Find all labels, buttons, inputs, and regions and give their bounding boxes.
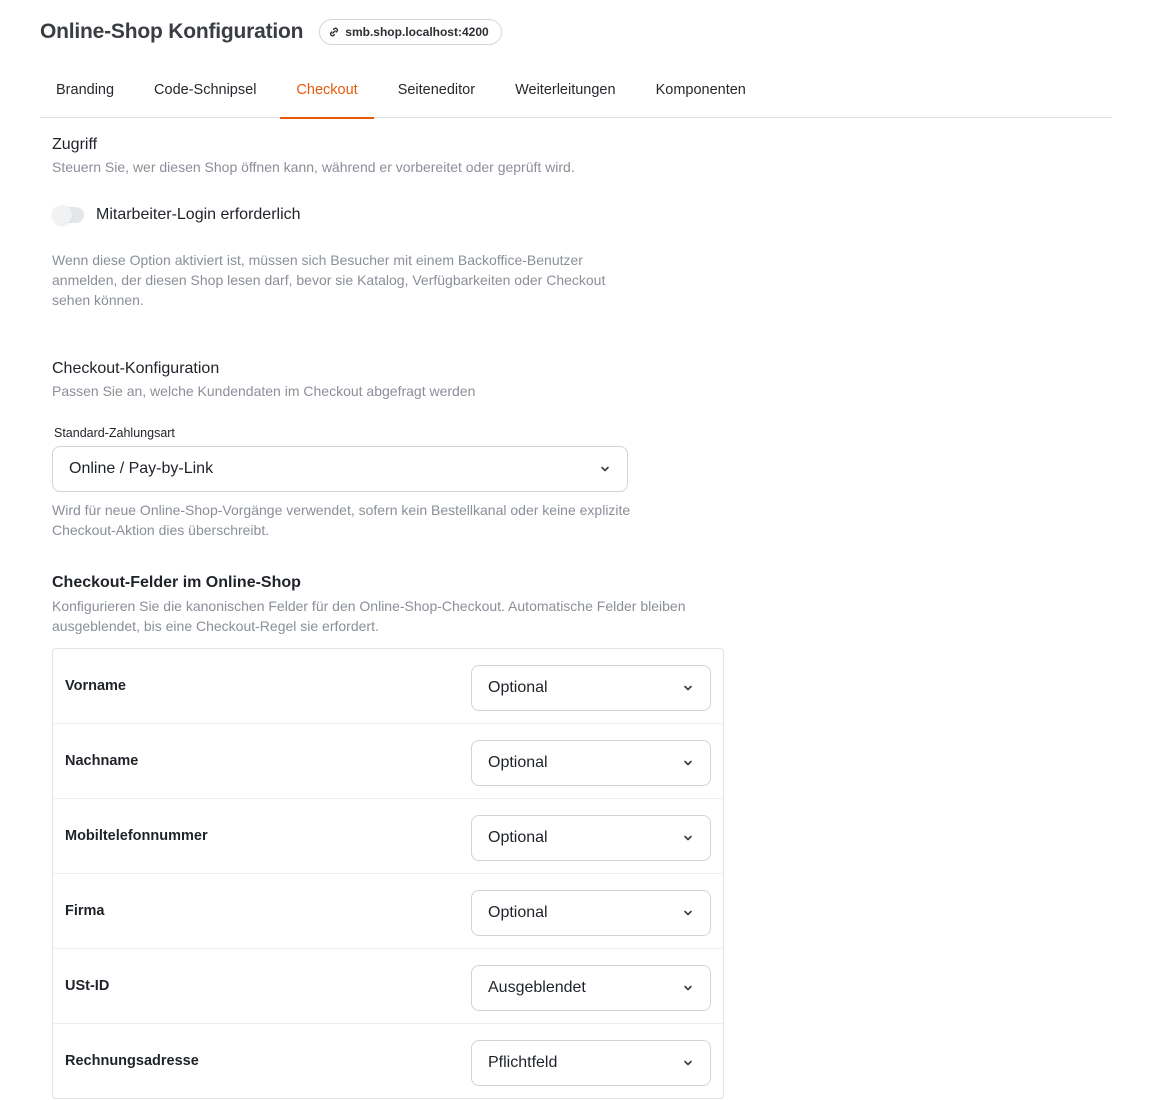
field-mode-select[interactable] bbox=[471, 815, 711, 861]
checkout-section-title: Checkout-Konfiguration bbox=[52, 360, 220, 377]
checkout-fields-subtitle: Konfigurieren Sie die kanonischen Felder für den Online-Shop-Checkout. Automatische Felder bleiben ausgeblendet, bis eine Checkout-Regel sie erfordert. bbox=[52, 598, 686, 634]
payment-method-value: Online / Pay-by-Link bbox=[69, 460, 214, 477]
link-icon bbox=[328, 26, 340, 38]
field-row-last-name bbox=[53, 724, 723, 799]
staff-login-help-text: Wenn diese Option aktiviert ist, müssen sich Besucher mit einem Backoffice-Benutzer anmelden, der diesen Shop lesen darf, bevor sie Katalog, Verfügbarkeiten oder Checkout sehen können. bbox=[52, 252, 606, 308]
tab-components[interactable]: Komponenten bbox=[655, 82, 746, 98]
page-header bbox=[40, 18, 502, 46]
field-mode-value: Optional bbox=[488, 754, 548, 771]
staff-login-toggle[interactable] bbox=[52, 207, 84, 223]
chevron-down-icon bbox=[682, 982, 694, 994]
field-row-mobile-phone bbox=[53, 799, 723, 874]
tab-code-snippets[interactable]: Code-Schnipsel bbox=[154, 82, 257, 98]
field-mode-value: Ausgeblendet bbox=[488, 979, 586, 996]
page-title: Online-Shop Konfiguration bbox=[40, 20, 304, 43]
toggle-knob bbox=[52, 205, 72, 225]
config-tabs bbox=[40, 62, 1112, 118]
field-mode-value: Optional bbox=[488, 679, 548, 696]
access-section-title: Zugriff bbox=[52, 136, 98, 153]
field-mode-select[interactable] bbox=[471, 740, 711, 786]
field-mode-select[interactable] bbox=[471, 965, 711, 1011]
chevron-down-icon bbox=[682, 907, 694, 919]
shop-url-chip[interactable] bbox=[319, 19, 501, 45]
access-section-subtitle: Steuern Sie, wer diesen Shop öffnen kann, während er vorbereitet oder geprüft wird. bbox=[52, 159, 575, 175]
field-row-billing-address bbox=[53, 1024, 723, 1099]
tab-redirects[interactable]: Weiterleitungen bbox=[515, 82, 616, 98]
field-mode-select[interactable] bbox=[471, 665, 711, 711]
field-mode-value: Optional bbox=[488, 904, 548, 921]
field-row-company bbox=[53, 874, 723, 949]
field-mode-select[interactable] bbox=[471, 890, 711, 936]
field-label: USt-ID bbox=[65, 978, 110, 994]
checkout-fields-table bbox=[52, 648, 724, 1099]
chevron-down-icon bbox=[599, 463, 611, 475]
tab-checkout[interactable]: Checkout bbox=[280, 62, 373, 118]
payment-method-select[interactable] bbox=[52, 446, 628, 492]
field-mode-value: Pflichtfeld bbox=[488, 1054, 558, 1071]
tab-branding[interactable]: Branding bbox=[56, 82, 115, 98]
tab-page-editor[interactable]: Seiteneditor bbox=[397, 82, 476, 98]
field-label: Vorname bbox=[65, 678, 126, 694]
field-row-first-name bbox=[53, 649, 723, 724]
field-mode-select[interactable] bbox=[471, 1040, 711, 1086]
checkout-section-subtitle: Passen Sie an, welche Kundendaten im Checkout abgefragt werden bbox=[52, 383, 476, 399]
field-label: Rechnungsadresse bbox=[65, 1053, 199, 1069]
chevron-down-icon bbox=[682, 1057, 694, 1069]
checkout-fields-title: Checkout-Felder im Online-Shop bbox=[52, 574, 301, 591]
chevron-down-icon bbox=[682, 832, 694, 844]
field-row-vat-id bbox=[53, 949, 723, 1024]
payment-method-help-text: Wird für neue Online-Shop-Vorgänge verwendet, sofern kein Bestellkanal oder keine explizite Checkout-Aktion dies überschreibt. bbox=[52, 502, 631, 538]
field-label: Mobiltelefonnummer bbox=[65, 828, 208, 844]
field-label: Nachname bbox=[65, 753, 139, 769]
payment-method-label: Standard-Zahlungsart bbox=[54, 426, 175, 440]
field-mode-value: Optional bbox=[488, 829, 548, 846]
field-label: Firma bbox=[65, 903, 105, 919]
chevron-down-icon bbox=[682, 682, 694, 694]
chevron-down-icon bbox=[682, 757, 694, 769]
staff-login-toggle-row bbox=[52, 203, 301, 227]
staff-login-toggle-label: Mitarbeiter-Login erforderlich bbox=[96, 206, 301, 223]
shop-url-text: smb.shop.localhost:4200 bbox=[345, 25, 489, 39]
